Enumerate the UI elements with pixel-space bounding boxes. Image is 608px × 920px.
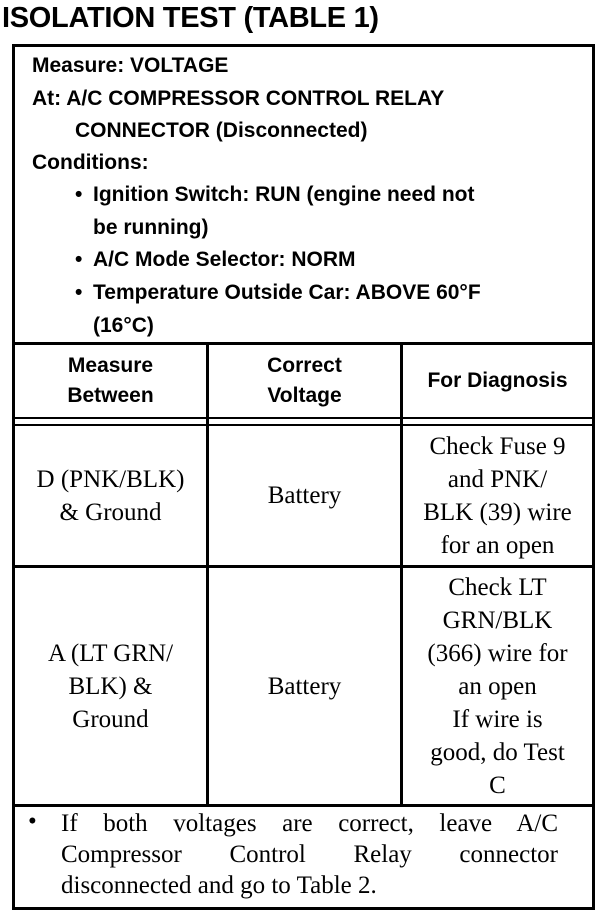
row-2-measure-between [15, 568, 206, 804]
header-text: Correct [267, 354, 342, 377]
row-1-measure-between [15, 426, 206, 565]
header-correct-voltage [209, 345, 400, 417]
cell-text: C [489, 771, 506, 799]
cell-text: BLK) & [68, 672, 153, 700]
divider [15, 804, 592, 807]
at-line-1: At: A/C COMPRESSOR CONTROL RELAY [32, 87, 445, 110]
cell-text: for an open [440, 531, 555, 559]
note-bullet: • [28, 808, 37, 835]
header-text: For Diagnosis [427, 369, 568, 392]
condition-bullet: • [75, 281, 83, 304]
cell-text: Battery [267, 482, 342, 509]
cell-text: & Ground [59, 498, 162, 526]
header-for-diagnosis [403, 345, 592, 417]
condition-ignition-line-2: be running) [93, 216, 209, 239]
at-line-2: CONNECTOR (Disconnected) [75, 119, 368, 142]
cell-text: and PNK/ [447, 465, 548, 493]
cell-text: an open [458, 672, 537, 700]
condition-mode-selector: A/C Mode Selector: NORM [93, 248, 356, 271]
condition-temperature-line-1: Temperature Outside Car: ABOVE 60°F [93, 281, 481, 304]
isolation-test-table [12, 44, 595, 910]
cell-text: good, do Test [430, 738, 565, 766]
header-text: Between [67, 384, 154, 407]
cell-text: Check Fuse 9 [429, 432, 566, 460]
measure-label: Measure: VOLTAGE [32, 54, 229, 77]
header-text: Measure [67, 354, 154, 377]
row-2-diagnosis [403, 568, 592, 804]
cell-text: A (LT GRN/ [47, 639, 174, 667]
condition-bullet: • [75, 183, 83, 206]
divider [15, 417, 592, 419]
row-1-diagnosis [403, 426, 592, 565]
page-title: ISOLATION TEST (TABLE 1) [2, 2, 379, 34]
header-measure-between [15, 345, 206, 417]
cell-text: (366) wire for [427, 639, 568, 667]
header-text: Voltage [267, 384, 342, 407]
row-2-correct-voltage [209, 568, 400, 804]
cell-text: If wire is [452, 705, 543, 733]
conditions-label: Conditions: [32, 151, 149, 174]
footnote: If both voltages are correct, leave A/C Compressor Control Relay connector disconnected and go to Table 2. [61, 810, 558, 899]
cell-text: Ground [72, 705, 149, 733]
cell-text: D (PNK/BLK) [36, 465, 185, 493]
cell-text: Check LT [448, 573, 547, 601]
condition-temperature-line-2: (16°C) [93, 314, 154, 337]
row-1-correct-voltage [209, 426, 400, 565]
condition-bullet: • [75, 248, 83, 271]
condition-ignition-line-1: Ignition Switch: RUN (engine need not [93, 183, 475, 206]
cell-text: Battery [267, 672, 342, 700]
cell-text: GRN/BLK [442, 606, 553, 634]
cell-text: BLK (39) wire [423, 498, 572, 526]
